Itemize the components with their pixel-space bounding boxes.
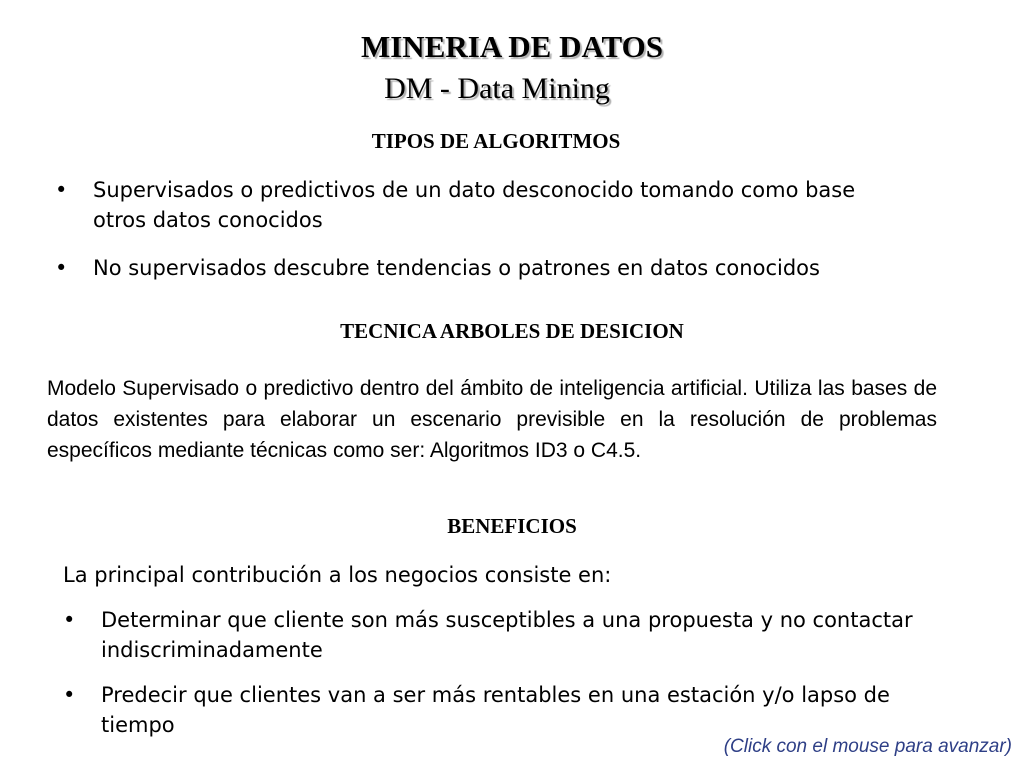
tipos-bullet-list bbox=[55, 175, 885, 283]
beneficios-intro: La principal contribución a los negocios consiste en: bbox=[63, 563, 612, 587]
advance-hint-link[interactable]: (Click con el mouse para avanzar) bbox=[723, 736, 1012, 757]
list-item bbox=[55, 253, 885, 283]
bullet-icon: • bbox=[63, 608, 76, 632]
bullet-text: Determinar que cliente son más susceptibles a una propuesta y no contactar indiscriminadamente bbox=[101, 608, 913, 662]
bullet-text: Predecir que clientes van a ser más rentables en una estación y/o lapso de tiempo bbox=[101, 683, 890, 737]
heading-tipos-de-algoritmos: TIPOS DE ALGORITMOS bbox=[371, 129, 621, 153]
beneficios-bullet-list bbox=[63, 605, 943, 740]
heading-beneficios: BENEFICIOS bbox=[447, 514, 577, 538]
list-item bbox=[55, 175, 885, 235]
bullet-icon: • bbox=[63, 683, 76, 707]
slide-subtitle: DM - Data Mining bbox=[384, 72, 610, 105]
bullet-text: No supervisados descubre tendencias o patrones en datos conocidos bbox=[93, 256, 820, 280]
heading-tecnica-arboles: TECNICA ARBOLES DE DESICION bbox=[340, 319, 684, 343]
bullet-icon: • bbox=[55, 178, 68, 202]
list-item bbox=[63, 680, 943, 740]
bullet-icon: • bbox=[55, 256, 68, 280]
slide-title: MINERIA DE DATOS bbox=[360, 29, 664, 64]
list-item bbox=[63, 605, 943, 665]
bullet-text: Supervisados o predictivos de un dato desconocido tomando como base otros datos conocidos bbox=[93, 178, 856, 232]
tecnica-paragraph: Modelo Supervisado o predictivo dentro del ámbito de inteligencia artificial. Utiliza las bases de datos existentes para elaborar un escenario previsible en la resolución de problemas específicos mediante técnicas como ser: Algoritmos ID3 o C4.5. bbox=[47, 377, 937, 462]
